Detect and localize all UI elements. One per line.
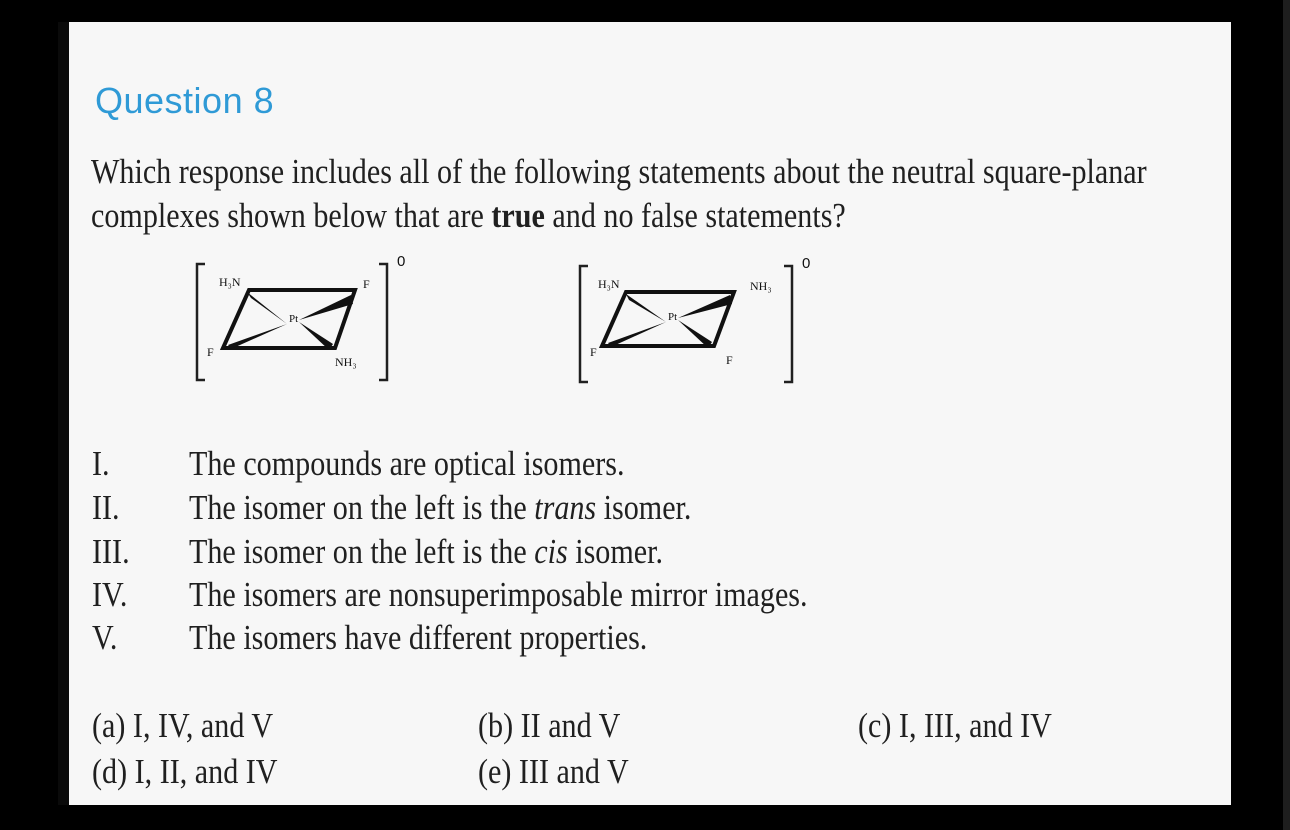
slide: [58, 22, 1231, 805]
wedge-bottom-right: [678, 320, 712, 348]
answer-option-a: (a) I, IV, and V: [92, 706, 274, 745]
charge-label: 0: [397, 253, 406, 270]
question-line-2-end: and no false statements?: [544, 196, 846, 235]
question-line-2: complexes shown below that are: [91, 196, 492, 235]
wedge-top-left: [247, 292, 287, 324]
molecule-left: [183, 250, 423, 390]
charge-label: 0: [802, 255, 811, 272]
ligand-bottom-left: F: [590, 345, 597, 359]
molecule-right: [566, 252, 826, 392]
wedge-bottom-left: [228, 324, 287, 349]
statement-number: III.: [92, 532, 130, 571]
bracket-right: [379, 264, 387, 380]
metal-center: Pt: [668, 311, 678, 323]
statement-text: The isomer on the left is the trans isomer.: [189, 488, 692, 527]
question-bold-word: true: [491, 196, 545, 235]
statement-text: The isomer on the left is the cis isomer.: [189, 532, 663, 571]
question-title: Question 8: [95, 80, 275, 121]
answer-option-b: (b) II and V: [478, 706, 621, 745]
ligand-bottom-left: F: [207, 345, 214, 359]
statement-number: II.: [92, 488, 120, 527]
window-right-edge: [1283, 0, 1290, 830]
ligand-bottom-right: NH₃: [335, 355, 357, 369]
bracket-right: [784, 266, 792, 382]
ligand-top-left: H₃N: [598, 277, 620, 291]
bracket-left: [197, 264, 205, 380]
wedge-bottom-right: [299, 322, 333, 350]
metal-center: Pt: [289, 313, 299, 325]
ligand-top-left: H₃N: [219, 275, 241, 289]
statement-text: The compounds are optical isomers.: [189, 444, 625, 483]
statement-number: V.: [92, 618, 118, 657]
ligand-top-right: F: [363, 277, 370, 291]
question-line-1: Which response includes all of the following statements about the neutral square-planar: [91, 152, 1147, 191]
ligand-top-right: NH₃: [750, 279, 772, 293]
wedge-top-left: [626, 294, 666, 322]
ligand-bottom-right: F: [726, 353, 733, 367]
bracket-left: [580, 266, 588, 382]
statement-text: The isomers have different properties.: [189, 618, 648, 657]
statement-text: The isomers are nonsuperimposable mirror images.: [189, 575, 808, 614]
question-text: [91, 150, 1147, 238]
slide-left-border: [58, 22, 69, 805]
statement-number: I.: [92, 444, 110, 483]
statement-number: IV.: [92, 575, 128, 614]
answer-option-e: (e) III and V: [478, 752, 629, 791]
answer-option-c: (c) I, III, and IV: [858, 706, 1052, 745]
wedge-bottom-left: [608, 322, 666, 347]
answer-option-d: (d) I, II, and IV: [92, 752, 278, 791]
